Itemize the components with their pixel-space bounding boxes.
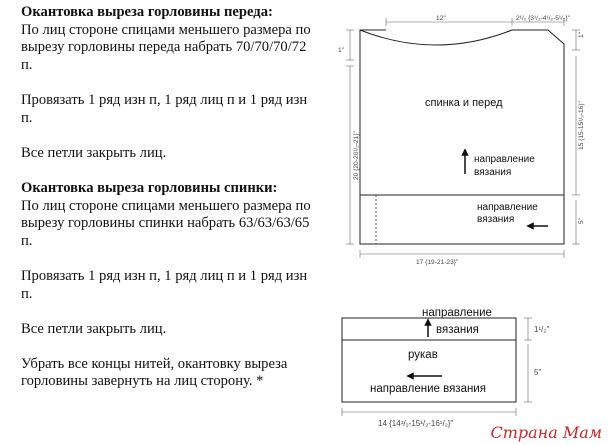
sleeve-length-label: 5": [534, 368, 542, 377]
watermark: Страна Мам: [490, 423, 602, 442]
sleeve-bottom-width-label: 14 {14¹/₂-15¹/₂-16¹/₂}": [378, 419, 454, 428]
hem-direction-label-line-1: направление: [477, 202, 538, 213]
front-neckband-step-3: Все петли закрыть лиц.: [21, 144, 167, 161]
front-neckband-step-2: Провязать 1 ряд изн п, 1 ряд лиц п и 1 ряд изн п.: [21, 91, 308, 126]
body-neck-depth-label: 1": [338, 47, 345, 54]
body-direction-label-line-1: направление: [474, 154, 535, 165]
sleeve-top-direction-label-line-2: вязания: [436, 324, 479, 336]
body-total-length-label: 20 {20-20¹/₂-21}": [353, 131, 360, 180]
sleeve-top-direction-label-line-1: направление: [422, 307, 492, 319]
body-upper-length-label: 15 {15-15¹/₂-16}": [578, 101, 585, 150]
finishing-step: Убрать все концы нитей, окантовку выреза горловины завернуть на лиц сторону. *: [21, 355, 288, 390]
body-neck-width-label: 12": [436, 15, 446, 22]
body-bottom-width-label: 17 {19-21-23}": [416, 259, 459, 266]
body-direction-label-line-2: вязания: [474, 167, 512, 178]
body-shoulder-drop-label: 1": [578, 31, 585, 38]
front-neckband-heading: Окантовка выреза горловины переда:: [21, 4, 273, 20]
body-piece-label: спинка и перед: [425, 97, 503, 109]
back-neckband-step-3: Все петли закрыть лиц.: [21, 320, 167, 337]
body-shoulder-width-label: 2¹/₂ {3¹/₂-4¹/₂-5¹/₂}": [516, 15, 570, 22]
body-hem-length-label: 5": [578, 217, 585, 224]
back-neckband-heading: Окантовка выреза горловины спинки:: [21, 179, 278, 196]
sleeve-bottom-direction-label: направление вязания: [370, 383, 486, 395]
back-neckband-step-2: Провязать 1 ряд изн п, 1 ряд лиц п и 1 ряд изн п.: [21, 267, 308, 302]
sleeve-cuff-length-label: 1¹/₂": [534, 325, 550, 334]
sleeve-piece-label: рукав: [408, 349, 438, 361]
back-neckband-step-1: По лиц стороне спицами меньшего размера по вырезу горловины спинки набрать 63/63/63/65 п.: [21, 197, 311, 249]
front-neckband-step-1: По лиц стороне спицами меньшего размера по вырезу горловины переда набрать 70/70/70/72 п.: [21, 21, 311, 73]
hem-direction-label-line-2: вязания: [477, 214, 515, 225]
